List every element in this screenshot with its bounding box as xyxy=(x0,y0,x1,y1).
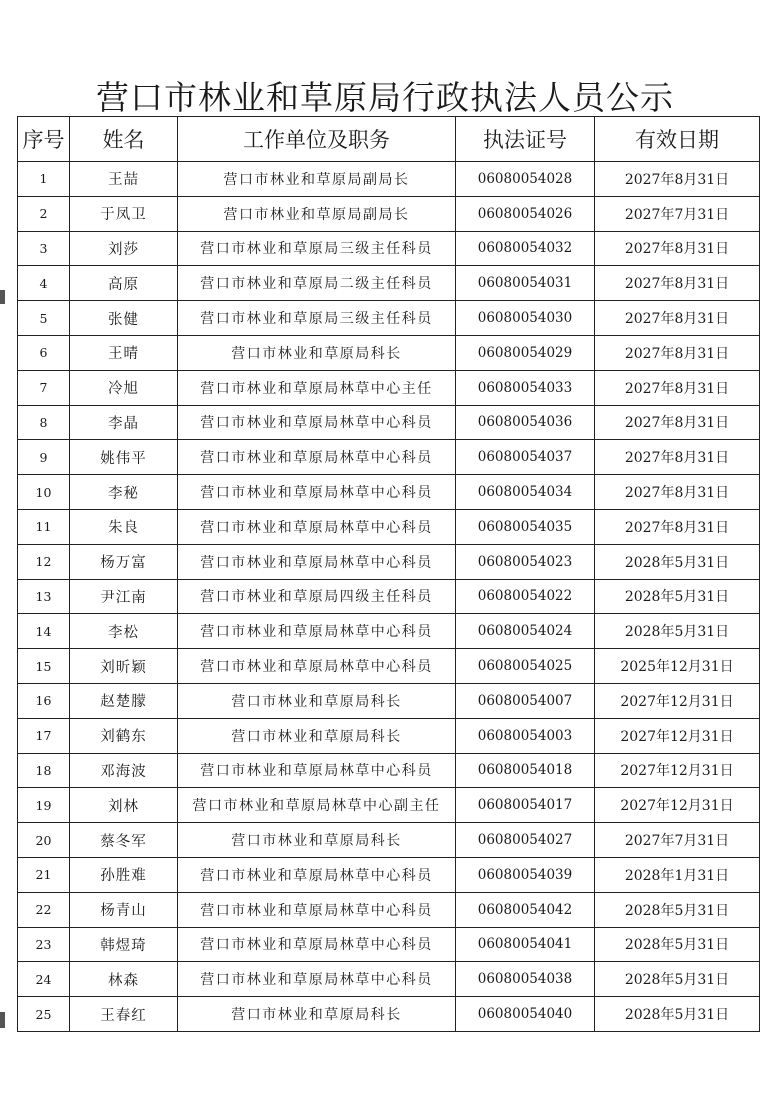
cell-name: 蔡冬军 xyxy=(70,823,178,858)
cell-valid-date: 2027年12月31日 xyxy=(595,753,760,788)
cell-valid-date: 2027年8月31日 xyxy=(595,231,760,266)
cell-index: 20 xyxy=(18,823,70,858)
cell-valid-date: 2027年8月31日 xyxy=(595,509,760,544)
cell-certificate-number: 06080054031 xyxy=(456,266,595,301)
cell-valid-date: 2028年5月31日 xyxy=(595,927,760,962)
cell-unit-position: 营口市林业和草原局林草中心科员 xyxy=(178,753,456,788)
cell-certificate-number: 06080054036 xyxy=(456,405,595,440)
cell-name: 刘昕颖 xyxy=(70,649,178,684)
cell-valid-date: 2027年12月31日 xyxy=(595,718,760,753)
table-row xyxy=(18,753,760,788)
cell-certificate-number: 06080054034 xyxy=(456,475,595,510)
header-index: 序号 xyxy=(18,117,70,162)
cell-name: 冷旭 xyxy=(70,370,178,405)
table-row xyxy=(18,997,760,1032)
table-row xyxy=(18,892,760,927)
cell-name: 刘林 xyxy=(70,788,178,823)
cell-unit-position: 营口市林业和草原局林草中心科员 xyxy=(178,857,456,892)
cell-index: 13 xyxy=(18,579,70,614)
cell-index: 14 xyxy=(18,614,70,649)
cell-certificate-number: 06080054042 xyxy=(456,892,595,927)
table-row xyxy=(18,823,760,858)
cell-valid-date: 2027年8月31日 xyxy=(595,301,760,336)
cell-certificate-number: 06080054039 xyxy=(456,857,595,892)
cell-name: 李松 xyxy=(70,614,178,649)
cell-valid-date: 2027年12月31日 xyxy=(595,683,760,718)
cell-certificate-number: 06080054029 xyxy=(456,335,595,370)
cell-valid-date: 2027年12月31日 xyxy=(595,788,760,823)
cell-valid-date: 2028年5月31日 xyxy=(595,544,760,579)
cell-certificate-number: 06080054023 xyxy=(456,544,595,579)
cell-name: 高原 xyxy=(70,266,178,301)
table-row xyxy=(18,509,760,544)
header-valid-date: 有效日期 xyxy=(595,117,760,162)
cell-name: 刘鹤东 xyxy=(70,718,178,753)
cell-name: 朱良 xyxy=(70,509,178,544)
cell-index: 5 xyxy=(18,301,70,336)
cell-valid-date: 2027年8月31日 xyxy=(595,370,760,405)
cell-index: 19 xyxy=(18,788,70,823)
table-row xyxy=(18,301,760,336)
cell-index: 16 xyxy=(18,683,70,718)
cell-certificate-number: 06080054025 xyxy=(456,649,595,684)
table-row xyxy=(18,405,760,440)
cell-certificate-number: 06080054038 xyxy=(456,962,595,997)
table-row xyxy=(18,649,760,684)
header-certificate-number: 执法证号 xyxy=(456,117,595,162)
cell-valid-date: 2027年8月31日 xyxy=(595,335,760,370)
table-row xyxy=(18,614,760,649)
cell-index: 12 xyxy=(18,544,70,579)
cell-certificate-number: 06080054018 xyxy=(456,753,595,788)
cell-name: 尹江南 xyxy=(70,579,178,614)
cell-unit-position: 营口市林业和草原局科长 xyxy=(178,718,456,753)
cell-certificate-number: 06080054030 xyxy=(456,301,595,336)
cell-unit-position: 营口市林业和草原局林草中心科员 xyxy=(178,475,456,510)
cell-unit-position: 营口市林业和草原局二级主任科员 xyxy=(178,266,456,301)
cell-certificate-number: 06080054035 xyxy=(456,509,595,544)
cell-certificate-number: 06080054026 xyxy=(456,196,595,231)
cell-valid-date: 2027年7月31日 xyxy=(595,196,760,231)
cell-certificate-number: 06080054033 xyxy=(456,370,595,405)
cell-valid-date: 2028年5月31日 xyxy=(595,962,760,997)
cell-unit-position: 营口市林业和草原局科长 xyxy=(178,683,456,718)
cell-certificate-number: 06080054032 xyxy=(456,231,595,266)
cell-valid-date: 2027年8月31日 xyxy=(595,162,760,197)
cell-unit-position: 营口市林业和草原局林草中心科员 xyxy=(178,405,456,440)
cell-index: 9 xyxy=(18,440,70,475)
cell-valid-date: 2028年5月31日 xyxy=(595,614,760,649)
table-row xyxy=(18,544,760,579)
table-row xyxy=(18,718,760,753)
cell-unit-position: 营口市林业和草原局林草中心副主任 xyxy=(178,788,456,823)
cell-index: 4 xyxy=(18,266,70,301)
cell-unit-position: 营口市林业和草原局林草中心科员 xyxy=(178,892,456,927)
cell-unit-position: 营口市林业和草原局林草中心科员 xyxy=(178,614,456,649)
table-header-row xyxy=(18,117,760,162)
header-name: 姓名 xyxy=(70,117,178,162)
cell-valid-date: 2027年8月31日 xyxy=(595,405,760,440)
cell-name: 赵楚朦 xyxy=(70,683,178,718)
cell-valid-date: 2027年8月31日 xyxy=(595,475,760,510)
cell-name: 韩煜琦 xyxy=(70,927,178,962)
cell-valid-date: 2028年5月31日 xyxy=(595,997,760,1032)
table-row xyxy=(18,475,760,510)
cell-name: 王晴 xyxy=(70,335,178,370)
cell-name: 李晶 xyxy=(70,405,178,440)
cell-name: 杨万富 xyxy=(70,544,178,579)
cell-valid-date: 2027年8月31日 xyxy=(595,440,760,475)
scan-edge-mark xyxy=(0,1012,5,1028)
cell-name: 王春红 xyxy=(70,997,178,1032)
cell-index: 10 xyxy=(18,475,70,510)
cell-index: 21 xyxy=(18,857,70,892)
page-title: 营口市林业和草原局行政执法人员公示 xyxy=(96,78,674,117)
cell-index: 18 xyxy=(18,753,70,788)
scan-edge-mark xyxy=(0,290,5,304)
cell-certificate-number: 06080054024 xyxy=(456,614,595,649)
table-row xyxy=(18,440,760,475)
cell-index: 17 xyxy=(18,718,70,753)
cell-certificate-number: 06080054040 xyxy=(456,997,595,1032)
cell-unit-position: 营口市林业和草原局林草中心科员 xyxy=(178,962,456,997)
cell-unit-position: 营口市林业和草原局四级主任科员 xyxy=(178,579,456,614)
cell-unit-position: 营口市林业和草原局林草中心科员 xyxy=(178,509,456,544)
cell-name: 张健 xyxy=(70,301,178,336)
table-row xyxy=(18,196,760,231)
cell-unit-position: 营口市林业和草原局林草中心科员 xyxy=(178,544,456,579)
cell-index: 22 xyxy=(18,892,70,927)
cell-name: 于凤卫 xyxy=(70,196,178,231)
cell-unit-position: 营口市林业和草原局林草中心科员 xyxy=(178,649,456,684)
cell-index: 6 xyxy=(18,335,70,370)
cell-name: 杨青山 xyxy=(70,892,178,927)
cell-certificate-number: 06080054027 xyxy=(456,823,595,858)
cell-unit-position: 营口市林业和草原局三级主任科员 xyxy=(178,231,456,266)
cell-unit-position: 营口市林业和草原局三级主任科员 xyxy=(178,301,456,336)
personnel-table xyxy=(17,116,760,1032)
table-row xyxy=(18,335,760,370)
cell-name: 王喆 xyxy=(70,162,178,197)
table-row xyxy=(18,683,760,718)
cell-index: 25 xyxy=(18,997,70,1032)
cell-valid-date: 2025年12月31日 xyxy=(595,649,760,684)
table-row xyxy=(18,927,760,962)
table-row xyxy=(18,962,760,997)
cell-certificate-number: 06080054041 xyxy=(456,927,595,962)
cell-valid-date: 2028年5月31日 xyxy=(595,892,760,927)
cell-unit-position: 营口市林业和草原局林草中心主任 xyxy=(178,370,456,405)
cell-certificate-number: 06080054017 xyxy=(456,788,595,823)
cell-unit-position: 营口市林业和草原局副局长 xyxy=(178,196,456,231)
cell-name: 刘莎 xyxy=(70,231,178,266)
cell-valid-date: 2028年5月31日 xyxy=(595,579,760,614)
cell-certificate-number: 06080054037 xyxy=(456,440,595,475)
cell-unit-position: 营口市林业和草原局副局长 xyxy=(178,162,456,197)
cell-certificate-number: 06080054028 xyxy=(456,162,595,197)
cell-index: 11 xyxy=(18,509,70,544)
cell-index: 15 xyxy=(18,649,70,684)
table-row xyxy=(18,579,760,614)
table-row xyxy=(18,266,760,301)
cell-unit-position: 营口市林业和草原局林草中心科员 xyxy=(178,440,456,475)
header-unit-position: 工作单位及职务 xyxy=(178,117,456,162)
cell-unit-position: 营口市林业和草原局林草中心科员 xyxy=(178,927,456,962)
cell-index: 23 xyxy=(18,927,70,962)
table-row xyxy=(18,370,760,405)
cell-unit-position: 营口市林业和草原局科长 xyxy=(178,997,456,1032)
cell-valid-date: 2027年7月31日 xyxy=(595,823,760,858)
cell-index: 3 xyxy=(18,231,70,266)
cell-certificate-number: 06080054003 xyxy=(456,718,595,753)
table-row xyxy=(18,231,760,266)
table-row xyxy=(18,162,760,197)
cell-name: 邓海波 xyxy=(70,753,178,788)
cell-index: 8 xyxy=(18,405,70,440)
cell-valid-date: 2028年1月31日 xyxy=(595,857,760,892)
cell-certificate-number: 06080054022 xyxy=(456,579,595,614)
cell-name: 林森 xyxy=(70,962,178,997)
cell-index: 1 xyxy=(18,162,70,197)
cell-index: 24 xyxy=(18,962,70,997)
cell-unit-position: 营口市林业和草原局科长 xyxy=(178,335,456,370)
cell-name: 孙胜难 xyxy=(70,857,178,892)
cell-unit-position: 营口市林业和草原局科长 xyxy=(178,823,456,858)
cell-name: 姚伟平 xyxy=(70,440,178,475)
table-row xyxy=(18,788,760,823)
cell-index: 2 xyxy=(18,196,70,231)
table-row xyxy=(18,857,760,892)
cell-name: 李秘 xyxy=(70,475,178,510)
cell-certificate-number: 06080054007 xyxy=(456,683,595,718)
cell-index: 7 xyxy=(18,370,70,405)
cell-valid-date: 2027年8月31日 xyxy=(595,266,760,301)
